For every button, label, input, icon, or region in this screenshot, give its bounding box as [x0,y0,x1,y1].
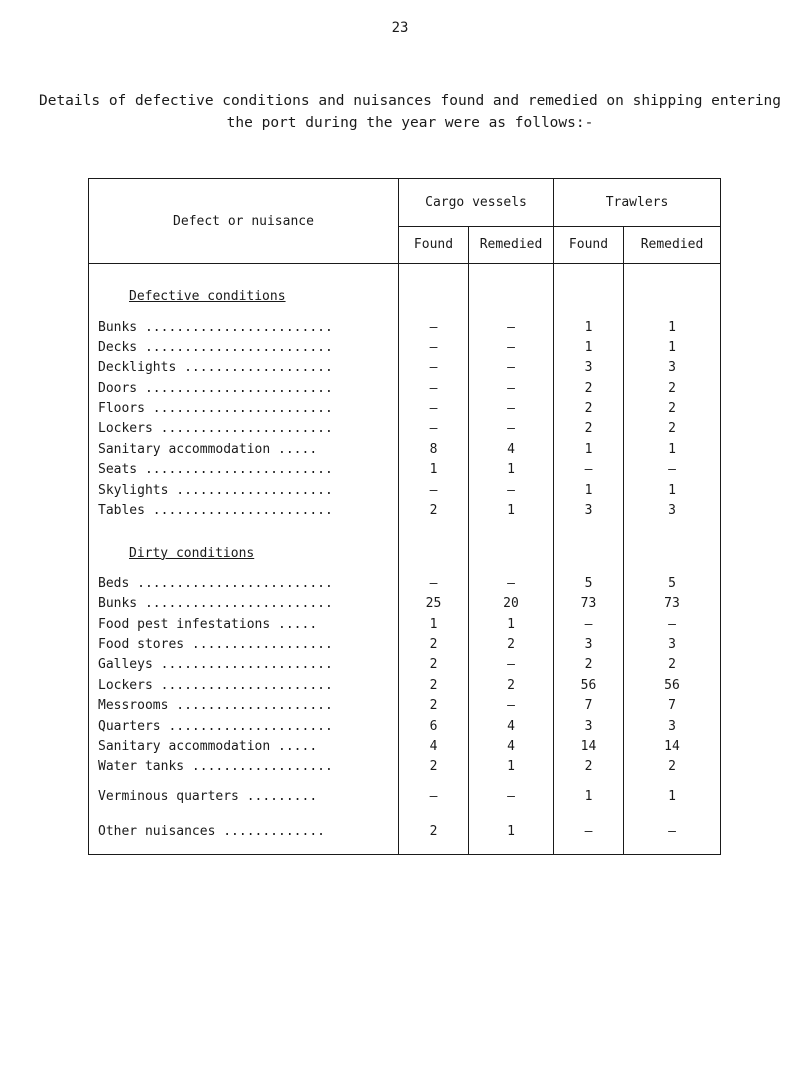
cargo-found-cell: 1 [399,459,469,479]
cargo-found-cell: – [399,777,469,811]
cargo-found-cell: 2 [399,675,469,695]
cargo-remedied-cell: 1 [469,757,554,777]
trawler-remedied-cell: 73 [624,594,721,614]
row-label: Tables ....................... [89,500,399,520]
table-row [89,439,721,459]
trawler-remedied-cell: 14 [624,736,721,756]
cargo-remedied-cell: 1 [469,500,554,520]
trawler-found-cell: 3 [554,716,624,736]
cargo-remedied-cell: 1 [469,811,554,855]
cargo-found-header: Found [399,226,469,263]
cargo-found-cell: 25 [399,594,469,614]
trawler-found-cell: 2 [554,398,624,418]
trawler-found-cell: 5 [554,573,624,593]
trawler-found-cell: – [554,811,624,855]
cargo-found-cell: – [399,358,469,378]
cargo-remedied-cell: – [469,358,554,378]
row-label: Seats ........................ [89,459,399,479]
row-label: Sanitary accommodation ..... [89,439,399,459]
cargo-found-cell: 8 [399,439,469,459]
row-label: Galleys ...................... [89,655,399,675]
trawler-remedied-header: Remedied [624,226,721,263]
trawler-remedied-cell: 3 [624,716,721,736]
cargo-found-cell: – [399,337,469,357]
row-label: Floors ....................... [89,398,399,418]
trawler-found-cell: 2 [554,757,624,777]
row-label: Food stores .................. [89,634,399,654]
row-label: Bunks ........................ [89,317,399,337]
cargo-found-cell: 2 [399,696,469,716]
trawler-remedied-cell: – [624,459,721,479]
trawler-remedied-cell: 1 [624,777,721,811]
cargo-remedied-cell: – [469,696,554,716]
trawler-found-header: Found [554,226,624,263]
table-row [89,614,721,634]
row-label: Bunks ........................ [89,594,399,614]
trawler-found-cell: 1 [554,439,624,459]
cargo-remedied-cell: – [469,655,554,675]
section-title-dirty: Dirty conditions [129,545,255,561]
trawler-remedied-cell: 5 [624,573,721,593]
table-row [89,736,721,756]
cargo-remedied-cell: – [469,317,554,337]
trawler-remedied-cell: 3 [624,358,721,378]
trawlers-header: Trawlers [554,179,721,227]
trawler-remedied-cell: 2 [624,398,721,418]
cargo-remedied-cell: 4 [469,439,554,459]
cargo-found-cell: 2 [399,757,469,777]
cargo-found-cell: 2 [399,500,469,520]
trawler-found-cell: 56 [554,675,624,695]
trawler-found-cell: 1 [554,777,624,811]
trawler-found-cell: 3 [554,634,624,654]
row-label: Lockers ...................... [89,675,399,695]
table-row [89,716,721,736]
cargo-remedied-cell: – [469,378,554,398]
table-row [89,675,721,695]
cargo-found-cell: 2 [399,811,469,855]
trawler-remedied-cell: 1 [624,317,721,337]
page-number: 23 [391,20,409,36]
cargo-remedied-cell: 2 [469,634,554,654]
table-row [89,594,721,614]
table-row [89,480,721,500]
table-row [89,573,721,593]
cargo-remedied-cell: 1 [469,614,554,634]
cargo-found-cell: – [399,573,469,593]
cargo-remedied-cell: – [469,777,554,811]
trawler-found-cell: 2 [554,378,624,398]
trawler-found-cell: 2 [554,655,624,675]
cargo-found-cell: – [399,419,469,439]
cargo-found-cell: – [399,398,469,418]
cargo-found-cell: – [399,480,469,500]
trawler-remedied-cell: 1 [624,337,721,357]
cargo-remedied-cell: – [469,398,554,418]
cargo-remedied-cell: 1 [469,459,554,479]
defects-table [88,178,721,855]
cargo-found-cell: 2 [399,655,469,675]
row-label: Quarters ..................... [89,716,399,736]
cargo-remedied-cell: 4 [469,736,554,756]
cargo-found-cell: 6 [399,716,469,736]
row-label: Water tanks .................. [89,757,399,777]
trawler-remedied-cell: – [624,614,721,634]
trawler-found-cell: – [554,459,624,479]
cargo-remedied-cell: 20 [469,594,554,614]
cargo-found-cell: 4 [399,736,469,756]
row-label: Skylights .................... [89,480,399,500]
cargo-remedied-cell: – [469,573,554,593]
table-row [89,655,721,675]
table-row [89,757,721,777]
cargo-remedied-cell: – [469,337,554,357]
cargo-remedied-cell: – [469,480,554,500]
trawler-remedied-cell: – [624,811,721,855]
trawler-remedied-cell: 56 [624,675,721,695]
table-row [89,317,721,337]
row-label: Sanitary accommodation ..... [89,736,399,756]
defect-column-header: Defect or nuisance [89,179,399,264]
cargo-remedied-cell: 2 [469,675,554,695]
row-label: Food pest infestations ..... [89,614,399,634]
row-label: Other nuisances ............. [89,811,399,855]
row-label: Messrooms .................... [89,696,399,716]
trawler-remedied-cell: 3 [624,634,721,654]
cargo-vessels-header: Cargo vessels [399,179,554,227]
table-row [89,500,721,520]
cargo-found-cell: – [399,378,469,398]
row-label: Lockers ...................... [89,419,399,439]
trawler-found-cell: 7 [554,696,624,716]
trawler-found-cell: 3 [554,358,624,378]
trawler-remedied-cell: 2 [624,378,721,398]
cargo-remedied-cell: – [469,419,554,439]
table-row [89,337,721,357]
table-row [89,634,721,654]
trawler-remedied-cell: 2 [624,655,721,675]
trawler-remedied-cell: 2 [624,757,721,777]
cargo-found-cell: – [399,317,469,337]
trawler-found-cell: 14 [554,736,624,756]
row-label: Beds ......................... [89,573,399,593]
trawler-found-cell: – [554,614,624,634]
table-row [89,811,721,855]
row-label: Verminous quarters ......... [89,777,399,811]
section-dirty [89,521,721,564]
row-label: Doors ........................ [89,378,399,398]
cargo-found-cell: 2 [399,634,469,654]
row-label: Decklights ................... [89,358,399,378]
trawler-remedied-cell: 3 [624,500,721,520]
cargo-remedied-header: Remedied [469,226,554,263]
section-title-defective: Defective conditions [129,289,286,305]
section-defective [89,264,721,308]
cargo-found-cell: 1 [399,614,469,634]
table-row [89,358,721,378]
table-row [89,378,721,398]
table-row [89,777,721,811]
table-row [89,398,721,418]
trawler-remedied-cell: 7 [624,696,721,716]
row-label: Decks ........................ [89,337,399,357]
table-row [89,419,721,439]
trawler-found-cell: 1 [554,480,624,500]
intro-paragraph: Details of defective conditions and nuisances found and remedied on shipping entering the port during the year were as follows:- [38,93,782,131]
trawler-found-cell: 1 [554,317,624,337]
table-row [89,459,721,479]
trawler-found-cell: 73 [554,594,624,614]
cargo-remedied-cell: 4 [469,716,554,736]
trawler-remedied-cell: 2 [624,419,721,439]
trawler-found-cell: 3 [554,500,624,520]
trawler-remedied-cell: 1 [624,439,721,459]
trawler-found-cell: 2 [554,419,624,439]
table-row [89,696,721,716]
trawler-found-cell: 1 [554,337,624,357]
trawler-remedied-cell: 1 [624,480,721,500]
